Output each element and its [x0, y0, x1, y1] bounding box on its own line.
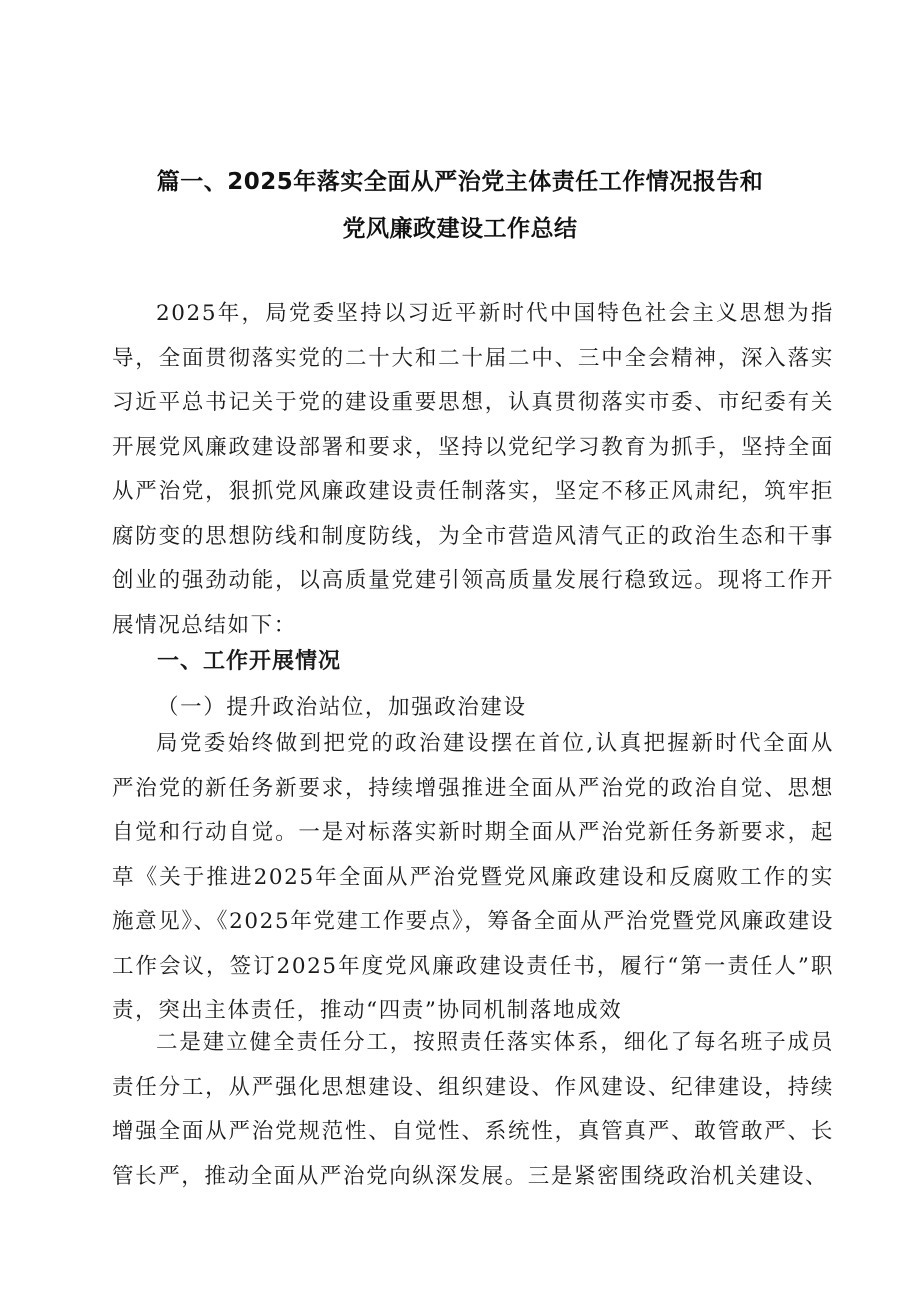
section-heading: 一、工作开展情况: [157, 649, 342, 674]
intro-paragraph: 2025年，局党委坚持以习近平新时代中国特色社会主义思想为指导，全面贯彻落实党的二十大和二十届二中、三中全会精神，深入落实习近平总书记关于党的建设重要思想，认真贯彻落实市委、市纪委有关开展党风廉政建设部署和要求，坚持以党纪学习教育为抓手，坚持全面从严治党，狠抓党风廉政建设责任制落实，坚定不移正风肃纪，筑牢拒腐防变的思想防线和制度防线，为全市营造风清气正的政治生态和干事创业的强劲动能，以高质量党建引领高质量发展行稳致远。现将工作开展情况总结如下：: [112, 301, 834, 638]
document-title-line-1: 篇一、2025年落实全面从严治党主体责任工作情况报告和: [156, 169, 764, 195]
document-title-line-2: 党风廉政建设工作总结: [342, 216, 578, 242]
body-paragraph-3: 二是建立健全责任分工，按照责任落实体系，细化了每名班子成员责任分工，从严强化思想建设、组织建设、作风建设、纪律建设，持续增强全面从严治党规范性、自觉性、系统性，真管真严、敢管敢严、长管长严，推动全面从严治党向纵深发展。三是紧密围绕政治机关建设、: [112, 1030, 834, 1189]
subsection-heading: （一）提升政治站位，加强政治建设: [157, 695, 527, 720]
body-paragraph-2: 局党委始终做到把党的政治建设摆在首位,认真把握新时代全面从严治党的新任务新要求，持续增强推进全面从严治党的政治自觉、思想自觉和行动自觉。一是对标落实新时期全面从严治党新任务新要求，起草《关于推进2025年全面从严治党暨党风廉政建设和反腐败工作的实施意见》、《2025年党建工作要点》，筹备全面从严治党暨党风廉政建设工作会议，签订2025年度党风廉政建设责任书，履行“第一责任人”职责，突出主体责任，推动“四责”协同机制落地成效: [112, 731, 834, 1023]
